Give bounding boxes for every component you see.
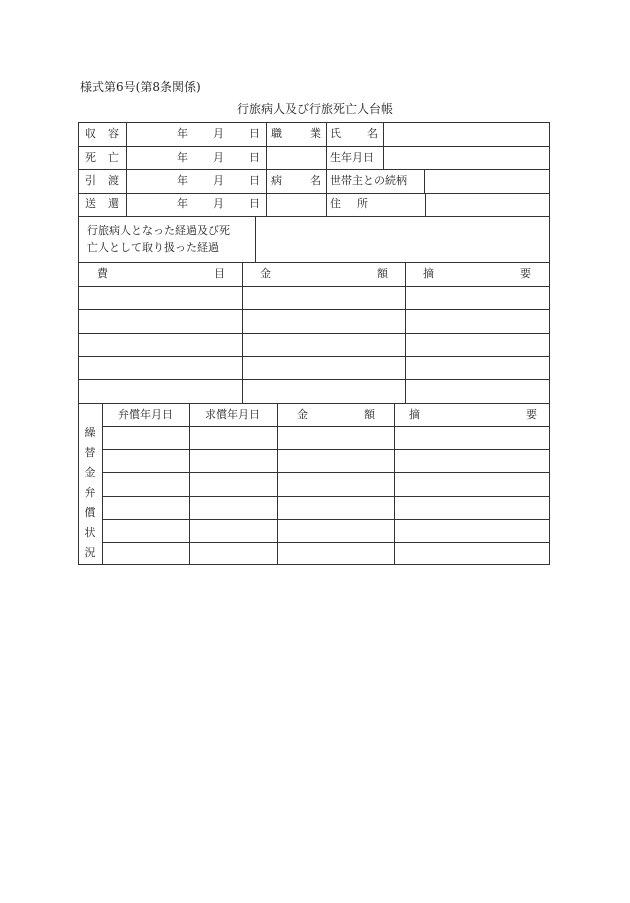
date-month: 月 [213, 174, 224, 187]
date-day: 日 [249, 151, 260, 164]
label-name: 氏 名 [330, 127, 378, 140]
grid-line-h [102, 519, 549, 520]
grid-line-h [79, 356, 549, 357]
grid-line-v [383, 123, 384, 169]
date-month: 月 [213, 127, 224, 140]
label-disease: 病 名 [271, 174, 321, 187]
date-year: 年 [177, 151, 188, 164]
header-repayment-date: 弁償年月日 [118, 408, 173, 421]
label-process-line1: 行旅病人となった経過及び死 [87, 224, 230, 237]
grid-line-v [326, 123, 327, 216]
grid-line-v [277, 403, 278, 565]
grid-line-v [189, 403, 190, 565]
label-occupation: 職 業 [271, 127, 321, 140]
date-year: 年 [177, 174, 188, 187]
grid-line-v [102, 403, 103, 565]
grid-line-h [102, 542, 549, 543]
grid-line-v [266, 123, 267, 216]
grid-line-h [79, 309, 549, 310]
header-claim-date: 求償年月日 [205, 408, 260, 421]
label-relation-to-householder: 世帯主との続柄 [330, 174, 407, 187]
grid-line-h [79, 146, 549, 147]
date-day: 日 [249, 127, 260, 140]
grid-line-h [79, 216, 549, 217]
label-repatriation: 送 還 [85, 197, 119, 210]
date-month: 月 [213, 151, 224, 164]
label-address: 住 所 [330, 197, 368, 210]
grid-line-v [126, 123, 127, 216]
grid-line-h [79, 403, 549, 404]
label-death: 死 亡 [85, 151, 119, 164]
header-remarks: 摘 要 [423, 267, 531, 280]
grid-line-h [79, 169, 549, 170]
grid-line-h [102, 496, 549, 497]
date-year: 年 [177, 197, 188, 210]
document-title: 行旅病人及び行旅死亡人台帳 [236, 102, 393, 116]
date-day: 日 [249, 174, 260, 187]
grid-line-h [79, 286, 549, 287]
grid-line-h [79, 262, 549, 263]
label-handover: 引 渡 [85, 174, 119, 187]
date-year: 年 [177, 127, 188, 140]
grid-line-h [79, 333, 549, 334]
grid-line-v [425, 193, 426, 216]
header-repay-remarks: 摘 要 [409, 408, 537, 421]
grid-line-h [79, 193, 549, 194]
grid-line-h [102, 449, 549, 450]
header-repay-amount: 金 額 [297, 408, 375, 421]
grid-line-h [102, 426, 549, 427]
header-amount: 金 額 [260, 267, 388, 280]
grid-line-v [242, 262, 243, 403]
register-form-table [78, 122, 550, 565]
grid-line-v [394, 403, 395, 565]
label-admission: 収 容 [85, 127, 119, 140]
label-repayment-status: 繰替金弁償状況 [84, 426, 96, 559]
date-day: 日 [249, 197, 260, 210]
grid-line-v [405, 262, 406, 403]
grid-line-v [424, 169, 425, 193]
grid-line-v [255, 216, 256, 262]
date-month: 月 [213, 197, 224, 210]
grid-line-h [79, 379, 549, 380]
label-process-line2: 亡人として取り扱った経過 [87, 241, 219, 254]
form-number: 様式第6号(第8条関係) [80, 80, 201, 94]
header-expense-item: 費 目 [97, 267, 225, 280]
label-birth-date: 生年月日 [330, 151, 374, 164]
grid-line-h [102, 472, 549, 473]
